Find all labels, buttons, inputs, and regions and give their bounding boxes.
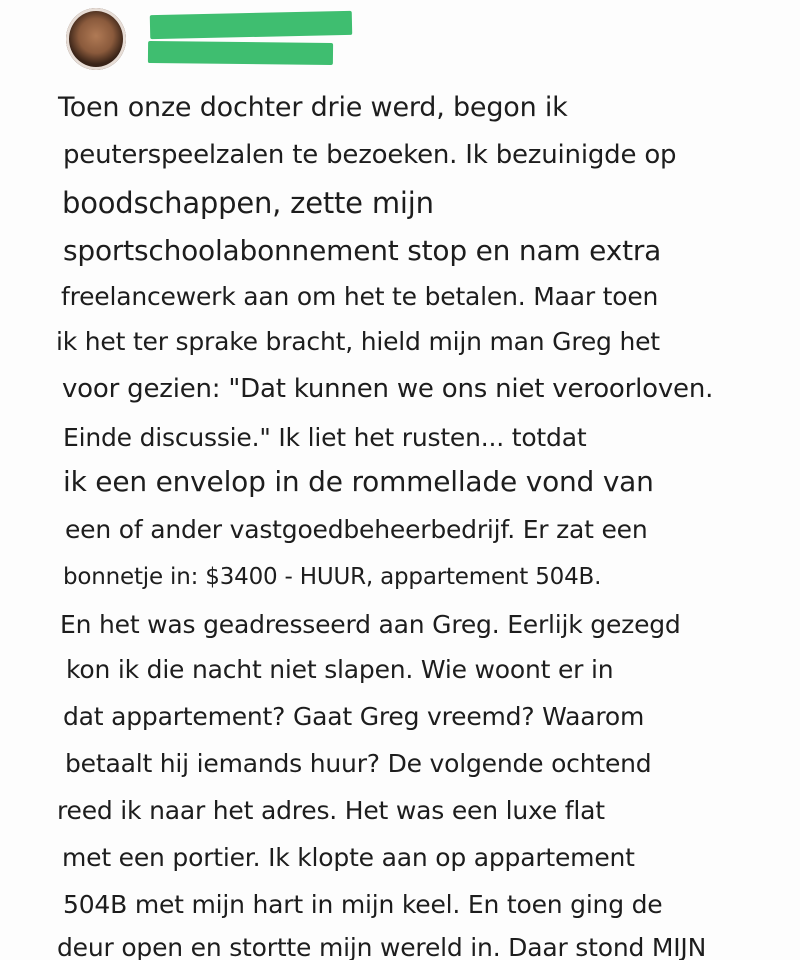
post-text-line: ik een envelop in de rommellade vond van <box>63 465 654 498</box>
post-text-line: bonnetje in: $3400 - HUUR, appartement 504B. <box>63 564 602 590</box>
post-text-line: dat appartement? Gaat Greg vreemd? Waarom <box>63 702 645 731</box>
post-text-line: kon ik die nacht niet slapen. Wie woont er in <box>66 655 614 684</box>
post-text-line: peuterspeelzalen te bezoeken. Ik bezuinigde op <box>63 140 677 170</box>
post-text-line: voor gezien: "Dat kunnen we ons niet veroorloven. <box>62 374 714 404</box>
post-text-line: 504B met mijn hart in mijn keel. En toen ging de <box>63 890 663 919</box>
post-text-line: En het was geadresseerd aan Greg. Eerlijk gezegd <box>60 610 681 639</box>
redacted-author-meta <box>148 41 333 65</box>
post-text-line: Einde discussie." Ik liet het rusten... totdat <box>63 423 587 452</box>
redacted-author-name <box>150 11 352 39</box>
post-text-line: sportschoolabonnement stop en nam extra <box>63 234 662 267</box>
post-text-line: reed ik naar het adres. Het was een luxe flat <box>57 796 605 825</box>
post-text-line: Toen onze dochter drie werd, begon ik <box>58 92 568 123</box>
post-text-line: boodschappen, zette mijn <box>62 186 434 220</box>
post-text-line: een of ander vastgoedbeheerbedrijf. Er zat een <box>65 515 648 544</box>
post-text-line: betaalt hij iemands huur? De volgende ochtend <box>65 749 652 778</box>
post-text-line: ik het ter sprake bracht, hield mijn man Greg het <box>56 327 660 356</box>
post-text-line: deur open en stortte mijn wereld in. Daar stond MIJN <box>57 933 707 960</box>
post-text-line: met een portier. Ik klopte aan op appartement <box>62 843 635 872</box>
post-text-line: freelancewerk aan om het te betalen. Maar toen <box>61 282 659 311</box>
avatar[interactable] <box>66 8 126 70</box>
